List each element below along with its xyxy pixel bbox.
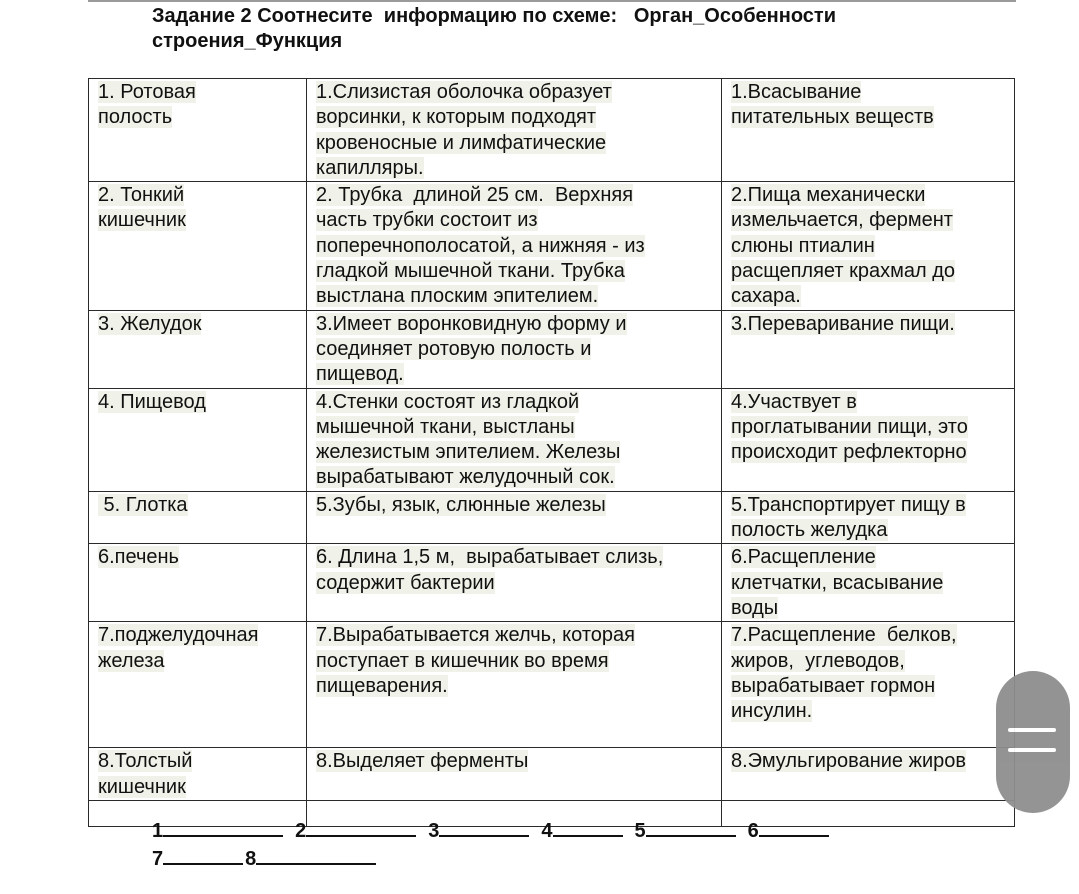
structure-cell [307,544,722,622]
organ-text-line: кишечник [98,775,186,798]
table-row [89,79,1015,182]
function-text-line: жиров, углеводов, [731,649,905,672]
task-title-line2: строения_Функция [152,30,343,52]
organ-text-line: 2. Тонкий [98,184,185,207]
function-text-line: 7.Расщепление белков, [731,624,957,647]
structure-text-line: капилляры. [316,156,424,179]
function-text-line: 1.Всасывание [731,81,862,103]
structure-text-line: 6. Длина 1,5 м, вырабатывает слизь, [316,546,664,569]
answer-blank[interactable] [306,816,416,837]
function-text-line: вырабатывает гормон [731,674,936,697]
organ-text-line: 6.печень [98,546,179,569]
function-text-line: 5.Транспортирует пищу в [731,493,966,516]
answer-number: 6 [747,820,759,842]
organ-text-line: 3. Желудок [98,312,202,335]
answer-section [152,816,841,872]
answer-blank[interactable] [439,816,529,837]
function-text-line: измельчается, фермент [731,209,953,232]
function-text-line: 6.Расщепление [731,546,876,569]
table-row [89,748,1015,801]
answer-number: 3 [428,820,440,842]
organ-cell [89,544,307,622]
structure-text-line: ворсинки, к которым подходят [316,106,597,129]
organ-cell [89,748,307,801]
structure-text-line: содержит бактерии [316,571,495,594]
function-cell [722,491,1015,544]
structure-cell [307,182,722,310]
structure-text-line: гладкой мышечной ткани. Трубка [316,260,625,283]
structure-text-line: пищевод. [316,363,404,386]
organ-text-line: полость [98,106,173,129]
answer-number: 2 [295,820,307,842]
table-row [89,544,1015,622]
handle-bar-bottom [1008,748,1056,752]
function-text-line: воды [731,596,779,619]
structure-cell [307,622,722,748]
answer-blank[interactable] [759,816,829,837]
structure-cell [307,79,722,182]
function-text-line: 8.Эмульгирование жиров [731,750,967,773]
function-text-line: сахара. [731,285,801,308]
function-cell [722,748,1015,801]
table-row [89,182,1015,310]
structure-text-line: выстлана плоским эпителием. [316,285,599,308]
organ-cell [89,182,307,310]
answer-blank[interactable] [553,816,623,837]
structure-text-line: 4.Стенки состоят из гладкой [316,390,580,413]
answer-blank[interactable] [646,816,736,837]
structure-cell [307,310,722,388]
function-cell [722,388,1015,491]
structure-text-line: кровеносные и лимфатические [316,131,607,154]
function-text-line: слюны птиалин [731,234,875,257]
answers-line-2 [152,844,841,872]
structure-cell [307,491,722,544]
structure-text-line: 1.Слизистая оболочка образует [316,81,612,103]
function-text-line: клетчатки, всасывание [731,571,944,594]
organ-text-line: 1. Ротовая [98,81,196,103]
structure-text-line: поперечнополосатой, а нижняя - из [316,234,645,257]
function-cell [722,544,1015,622]
organ-cell [89,491,307,544]
table-row [89,622,1015,748]
answer-blank[interactable] [163,816,283,837]
function-text-line: полость желудка [731,519,888,542]
structure-text-line: 8.Выделяет ферменты [316,750,529,773]
answers-line-1 [152,816,841,844]
organ-cell [89,388,307,491]
drag-handle-icon[interactable] [996,671,1070,813]
table-row [89,491,1015,544]
organ-text-line: 8.Толстый [98,750,193,773]
structure-text-line: железистым эпителием. Железы [316,441,621,464]
task-title [152,4,952,54]
structure-text-line: вырабатывают желудочный сок. [316,466,615,489]
organ-text-line: железа [98,649,165,672]
answer-number: 8 [245,848,257,870]
structure-text-line: мышечной ткани, выстланы [316,415,575,438]
organ-cell [89,310,307,388]
structure-text-line: соединяет ротовую полость и [316,337,592,360]
structure-text-line: 2. Трубка длиной 25 см. Верхняя [316,184,634,207]
function-cell [722,310,1015,388]
function-text-line: питательных веществ [731,106,934,129]
function-text-line: проглатывании пищи, это [731,415,968,438]
function-text-line: инсулин. [731,700,813,723]
function-text-line: происходит рефлекторно [731,441,967,464]
handle-bar-top [1008,728,1056,732]
top-rule [88,0,1016,2]
organ-cell [89,622,307,748]
organ-cell [89,79,307,182]
structure-text-line: 7.Вырабатывается желчь, которая [316,624,635,647]
function-text-line: 3.Переваривание пищи. [731,312,955,335]
table-row [89,388,1015,491]
function-cell [722,79,1015,182]
organ-text-line: 5. Глотка [98,493,188,516]
structure-cell [307,388,722,491]
function-text-line: расщепляет крахмал до [731,260,955,283]
organ-text-line: кишечник [98,209,186,232]
matching-table [88,78,1015,827]
task-title-line1: Задание 2 Соотнесите информацию по схеме: Орган_Особенности [152,5,837,27]
answer-number: 7 [152,848,164,870]
answer-blank[interactable] [163,844,243,865]
function-cell [722,622,1015,748]
table-row [89,310,1015,388]
organ-text-line: 7.поджелудочная [98,624,259,647]
answer-number: 5 [634,820,646,842]
structure-text-line: 5.Зубы, язык, слюнные железы [316,493,606,516]
structure-text-line: поступает в кишечник во время [316,649,609,672]
structure-text-line: 3.Имеет воронковидную форму и [316,312,627,335]
organ-text-line: 4. Пищевод [98,390,206,413]
answer-number: 1 [152,820,164,842]
function-text-line: 2.Пища механически [731,184,926,207]
structure-text-line: пищеварения. [316,674,448,697]
structure-cell [307,748,722,801]
table-body [89,79,1015,827]
answer-number: 4 [541,820,553,842]
answer-blank[interactable] [256,844,376,865]
function-text-line: 4.Участвует в [731,390,857,413]
function-cell [722,182,1015,310]
structure-text-line: часть трубки состоит из [316,209,538,232]
